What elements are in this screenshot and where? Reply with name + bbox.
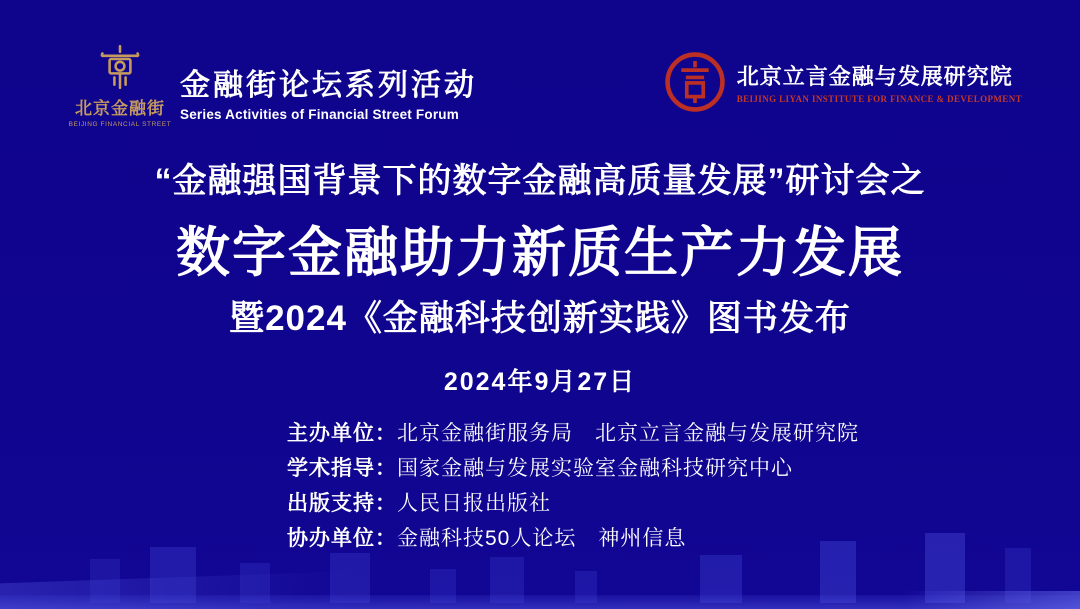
- credit-label: 出版支持：: [287, 492, 397, 515]
- credit-row-coorganizer: [287, 521, 859, 556]
- treasure-seal-icon: [96, 42, 144, 92]
- financial-street-logo-group: [68, 42, 477, 128]
- credit-label: 学术指导：: [287, 457, 397, 480]
- credit-label: 协办单位：: [287, 527, 397, 550]
- credit-row-academic: [287, 451, 859, 486]
- credit-row-host: [287, 416, 859, 451]
- credit-value: 国家金融与发展实验室金融科技研究中心: [397, 457, 793, 480]
- credit-value: 北京金融街服务局 北京立言金融与发展研究院: [397, 422, 859, 445]
- financial-street-name-en: BEIJING FINANCIAL STREET: [68, 121, 172, 128]
- organizer-credits: [287, 416, 859, 556]
- event-date: 2024年9月27日: [443, 368, 637, 396]
- credit-row-publisher: [287, 486, 859, 521]
- liyan-institute-logo-group: [663, 50, 1022, 114]
- forum-series-title-en: Series Activities of Financial Street Forum: [180, 107, 459, 122]
- credit-label: 主办单位：: [287, 422, 397, 445]
- credit-value: 金融科技50人论坛 神州信息: [397, 527, 687, 550]
- liyan-institute-name-cn: 北京立言金融与发展研究院: [736, 64, 1013, 89]
- liyan-seal-icon: [663, 50, 727, 114]
- road-glow-decoration: [0, 565, 520, 609]
- seminar-supertitle: “金融强国背景下的数字金融高质量发展”研讨会之: [154, 162, 926, 200]
- main-title: 数字金融助力新质生产力发展: [176, 220, 904, 284]
- liyan-institute-name-en: BEIJING LIYAN INSTITUTE FOR FINANCE & DEVELOPMENT: [736, 94, 1022, 104]
- forum-series-title-cn: 金融街论坛系列活动: [180, 69, 477, 102]
- light-streak-decoration: [860, 591, 1080, 609]
- financial-street-name-cn: 北京金融街: [75, 99, 165, 119]
- credit-value: 人民日报出版社: [397, 492, 551, 515]
- subtitle-book-release: 暨2024《金融科技创新实践》图书发布: [229, 299, 851, 338]
